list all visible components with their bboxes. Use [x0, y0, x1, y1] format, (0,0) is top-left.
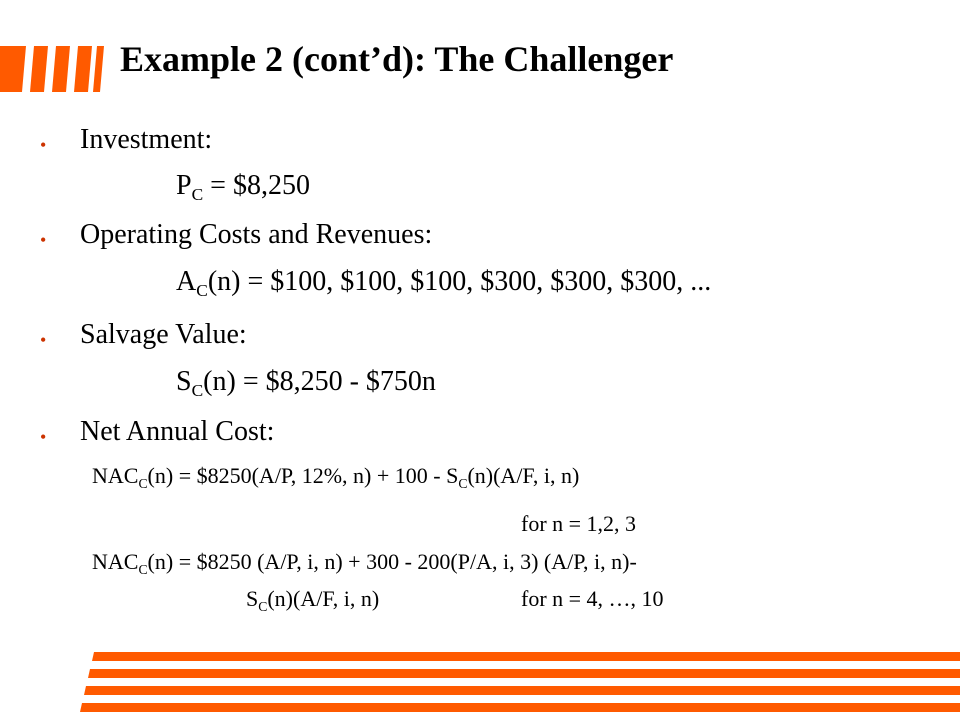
bullet-marker: • — [40, 427, 47, 447]
bullet-net-annual-cost: Net Annual Cost: — [80, 416, 275, 447]
footer-stripes-decoration — [80, 645, 960, 720]
bullet-salvage-value: Salvage Value: — [80, 319, 247, 350]
nac-formula-2: $NAC_C(n)$ = $8250 (A/P, i, n) + 300 - 200(P/A, i, 3) (A/P, i, n)- — [92, 549, 637, 577]
investment-value: $P_C$ = $8,250 — [176, 170, 310, 205]
slide-title: Example 2 (cont’d): The Challenger — [120, 39, 674, 79]
bullet-investment: Investment: — [80, 124, 213, 155]
nac-formula-1: $NAC_C(n)$ = $8250(A/P, 12%, $n) + 100 - S_C(n)(A/F$, i, n) — [92, 463, 580, 491]
salvage-value-formula: $S_C(n)$ = $8,250 - $750n — [176, 366, 436, 401]
nac-formula-2-continued: $S_C(n)(A/F$, i, n) — [246, 586, 380, 614]
bullet-marker: • — [40, 135, 47, 155]
bullet-operating-costs: Operating Costs and Revenues: — [80, 219, 433, 250]
bullet-marker: • — [40, 230, 47, 250]
nac-formula-1-condition: for n = 1,2, 3 — [521, 511, 637, 536]
operating-costs-value: $A_C(n)$ = $100, $100, $100, $300, $300, $300, ... — [176, 266, 712, 301]
nac-formula-2-condition: for n = 4, …, 10 — [521, 586, 664, 611]
logo-stripes-icon — [0, 40, 110, 96]
bullet-marker: • — [40, 330, 47, 350]
